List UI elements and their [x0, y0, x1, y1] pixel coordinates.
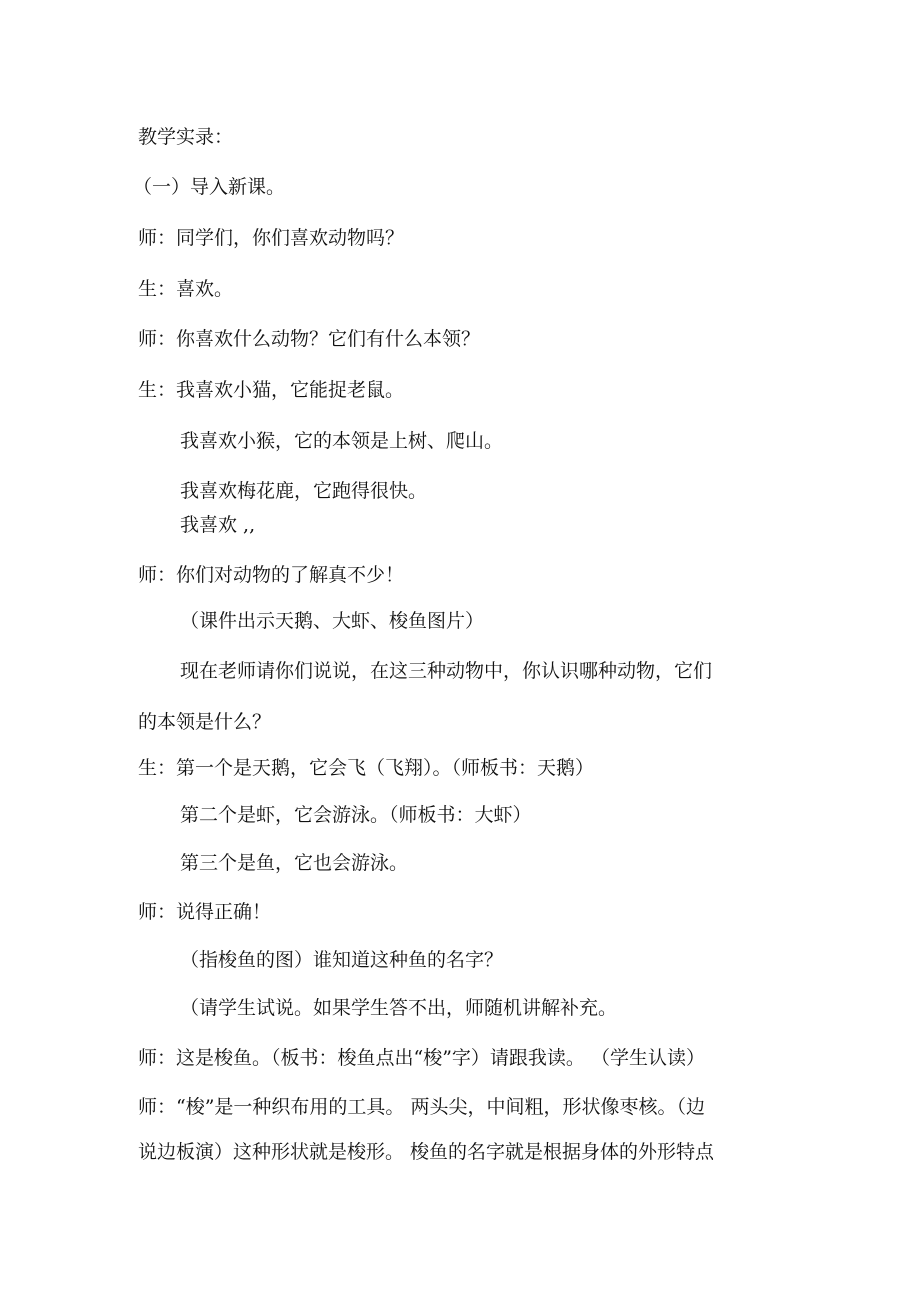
document-line: 生：第一个是天鹅，它会飞（飞翔）。（师板书：天鹅） [138, 757, 595, 779]
document-line: 说边板演）这种形状就是梭形。 梭鱼的名字就是根据身体的外形特点 [138, 1141, 715, 1163]
document-line: 现在老师请你们说说，在这三种动物中，你认识哪种动物，它们 [180, 660, 713, 682]
document-line: 第三个是鱼，它也会游泳。 [180, 852, 409, 874]
document-line: 师：同学们，你们喜欢动物吗？ [138, 227, 405, 249]
document-line: 师：你们对动物的了解真不少！ [138, 564, 405, 586]
document-line: （请学生试说。如果学生答不出，师随机讲解补充。 [180, 997, 618, 1019]
document-line: 我喜欢小猴，它的本领是上树、爬山。 [180, 430, 504, 452]
document-line: 师：“梭”是一种织布用的工具。 两头尖，中间粗，形状像枣核。（边 [138, 1096, 705, 1118]
document-line: （一）导入新课。 [133, 176, 286, 198]
document-line: 我喜欢 ,, [180, 514, 256, 536]
document-line: 师：说得正确！ [138, 901, 272, 923]
document-line: 的本领是什么？ [138, 711, 272, 733]
document-line: 师：你喜欢什么动物？它们有什么本领？ [138, 328, 481, 350]
document-line: 我喜欢梅花鹿，它跑得很快。 [180, 480, 428, 502]
document-line: 第二个是虾，它会游泳。（师板书：大虾） [180, 804, 532, 826]
document-line: （指梭鱼的图）谁知道这种鱼的名字？ [180, 949, 504, 971]
document-line: 生：我喜欢小猫，它能捉老鼠。 [138, 379, 405, 401]
document-line: 师：这是梭鱼。（板书：梭鱼点出“梭”字）请跟我读。 （学生认读） [138, 1047, 705, 1069]
document-line: 教学实录： [138, 126, 234, 148]
document-line: 生：喜欢。 [138, 278, 234, 300]
document-line: （课件出示天鹅、大虾、梭鱼图片） [180, 610, 485, 632]
